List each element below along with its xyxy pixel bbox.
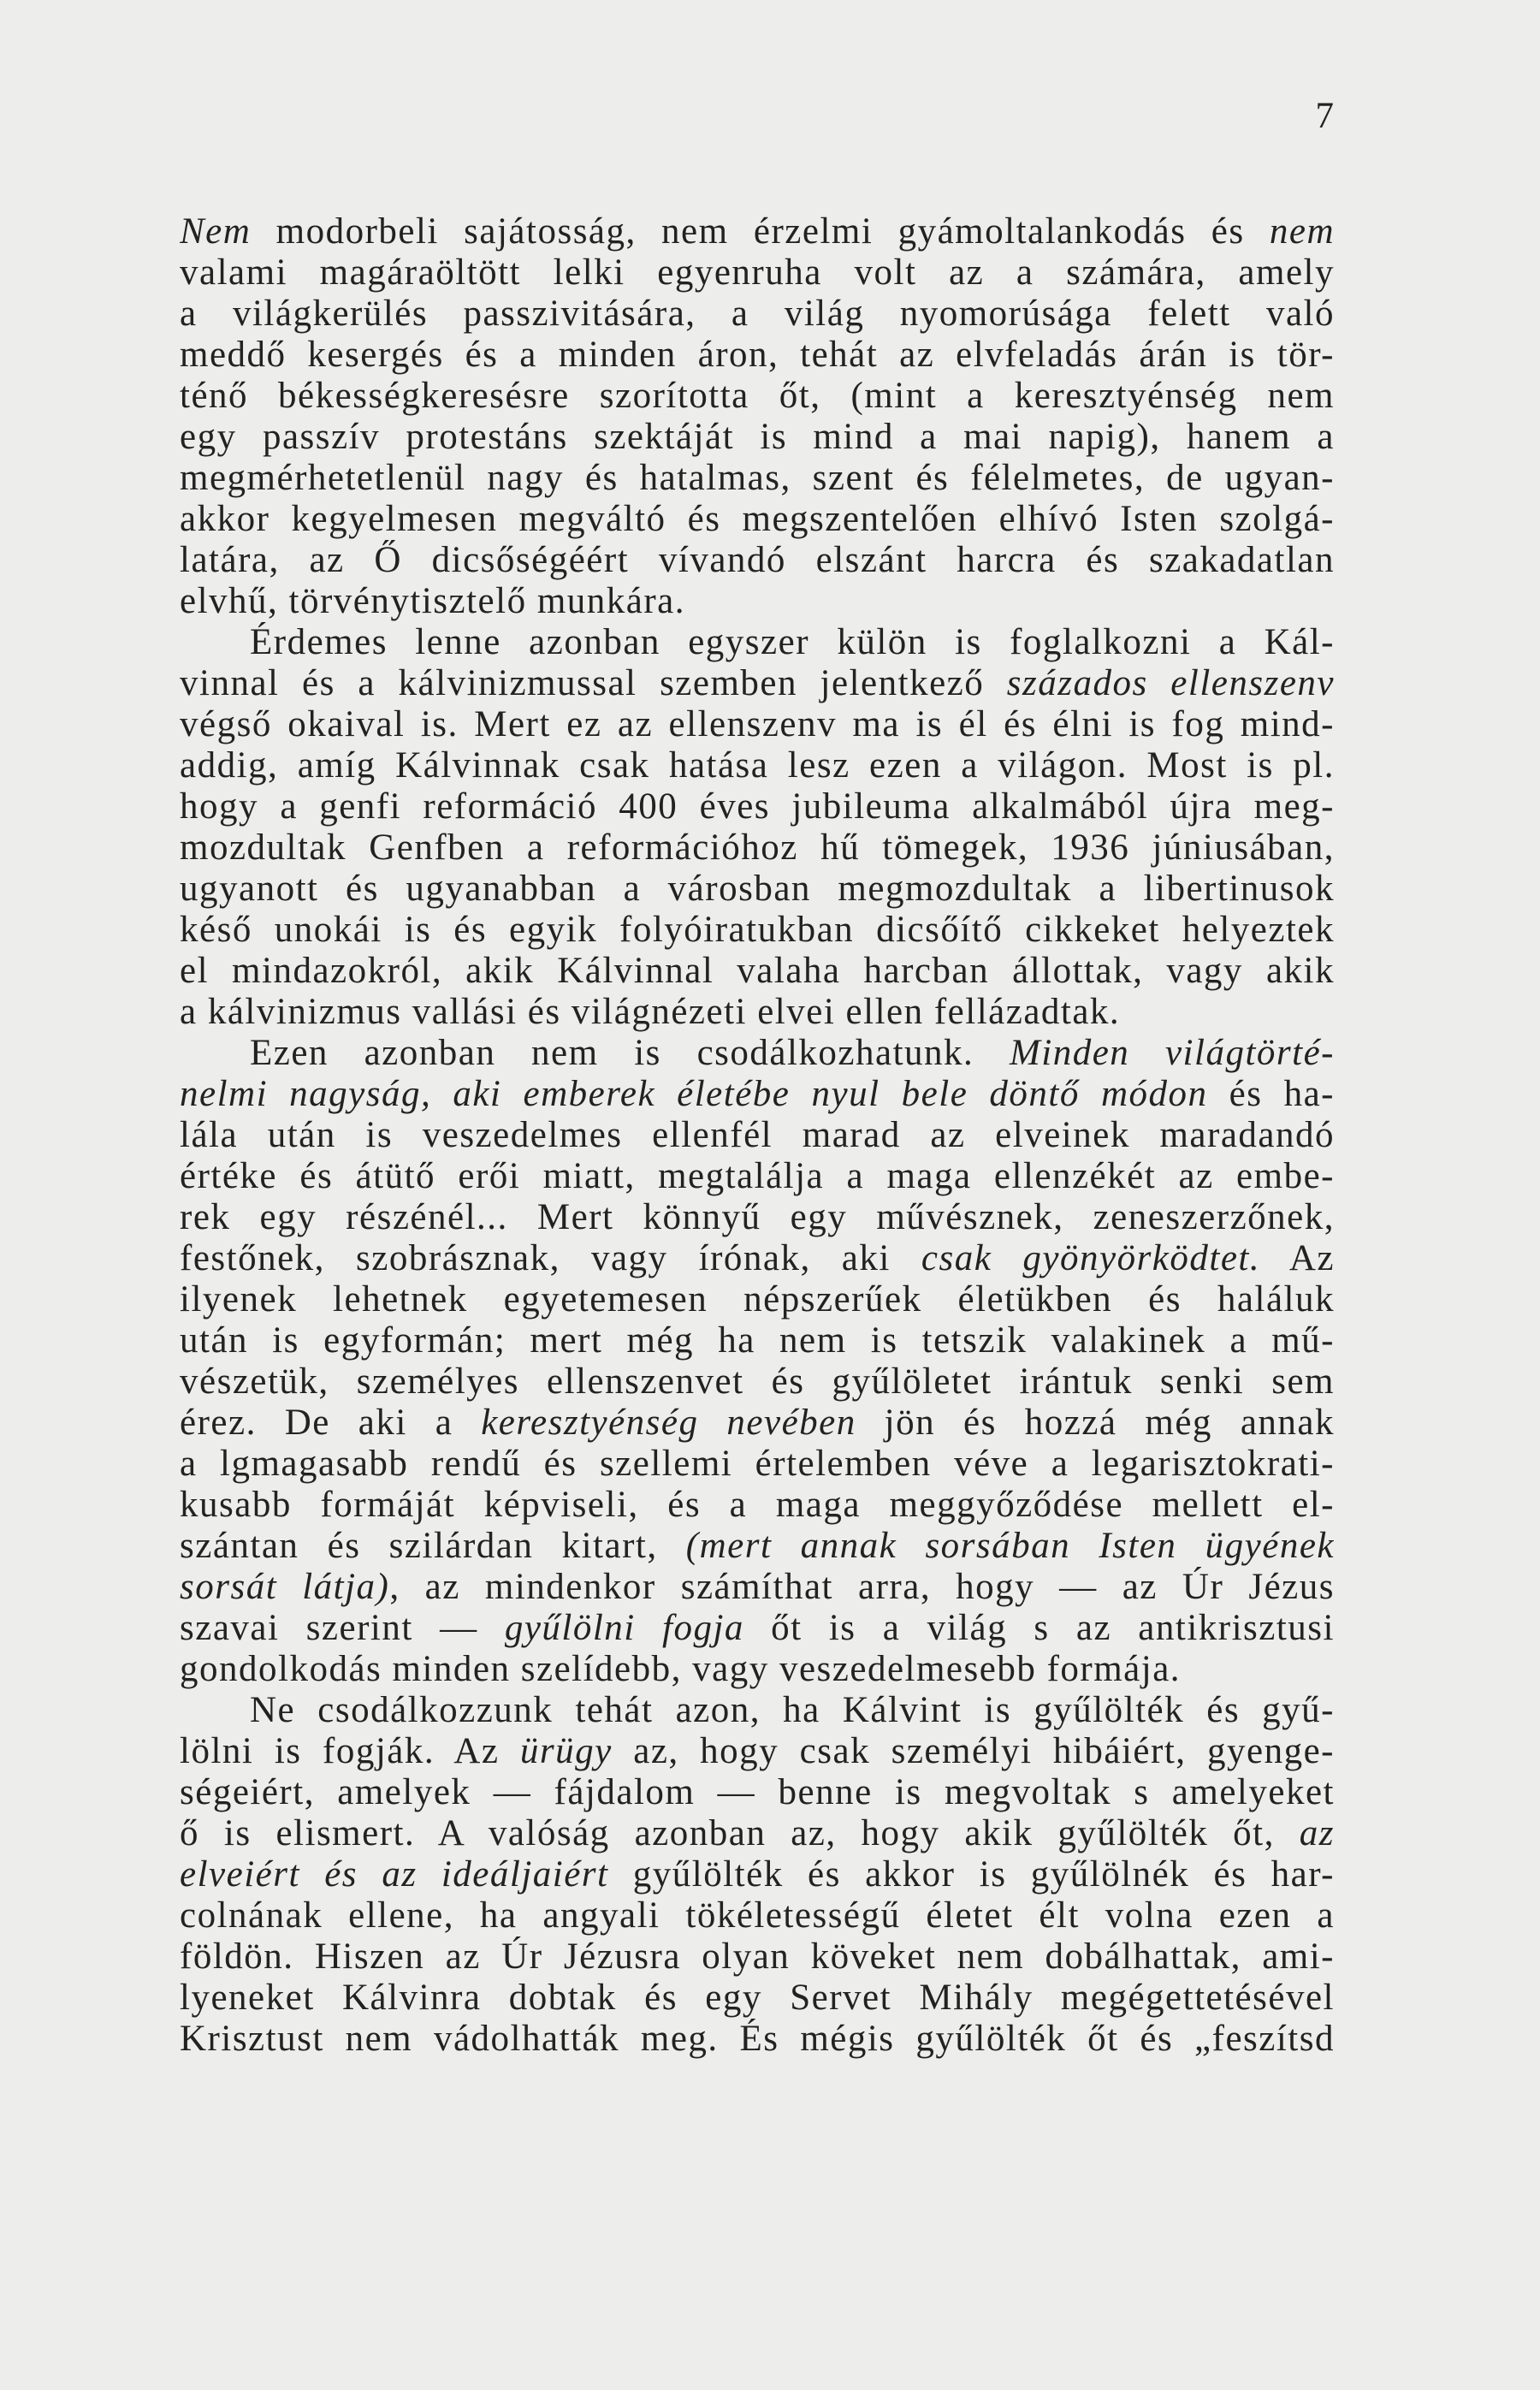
text-run: jön és hozzá még annak xyxy=(856,1403,1335,1443)
text-run: addig, amíg Kálvinnak csak hatása lesz ezen a világon. Most is pl. xyxy=(180,745,1335,786)
text-line xyxy=(180,1444,1335,1485)
text-line xyxy=(180,1690,1335,1731)
page-number: 7 xyxy=(1315,96,1335,136)
text-line xyxy=(180,1197,1335,1238)
text-run: mozdultak Genfben a reformációhoz hű tömegek, 1936 júniusában, xyxy=(180,827,1335,868)
text-run: egy passzív protestáns szektáját is mind a mai napig), hanem a xyxy=(180,417,1335,457)
text-line xyxy=(180,1526,1335,1567)
emphasis-text: ürügy xyxy=(519,1731,613,1771)
text-line xyxy=(180,1854,1335,1895)
text-run: szántan és szilárdan kitart, xyxy=(180,1526,686,1566)
text-line xyxy=(180,1361,1335,1403)
paragraph xyxy=(180,1690,1335,2060)
text-run: Érdemes lenne azonban egyszer külön is foglalkozni a Kál- xyxy=(250,622,1335,662)
text-line xyxy=(180,581,1335,622)
text-run: ilyenek lehetnek egyetemesen népszerűek életükben és haláluk xyxy=(180,1279,1335,1320)
text-run: után is egyformán; mert még ha nem is tetszik valakinek a mű- xyxy=(180,1320,1335,1361)
text-line xyxy=(180,376,1335,417)
text-run: megmérhetetlenül nagy és hatalmas, szent és félelmetes, de ugyan- xyxy=(180,458,1335,498)
text-line xyxy=(180,951,1335,992)
text-run: és ha- xyxy=(1207,1074,1335,1114)
text-run: földön. Hiszen az Úr Jézusra olyan köveket nem dobálhattak, ami- xyxy=(180,1936,1335,1977)
text-line xyxy=(180,499,1335,540)
emphasis-text: (mert annak sorsában Isten ügyének xyxy=(685,1526,1335,1566)
text-line xyxy=(180,1895,1335,1936)
text-run: , az mindenkor számíthat arra, hogy — az Úr Jézus xyxy=(389,1567,1335,1607)
text-line xyxy=(180,786,1335,827)
text-run: meddő kesergés és a minden áron, tehát az elvfeladás árán is tör- xyxy=(180,335,1335,375)
text-run: gondolkodás minden szelídebb, vagy veszedelmesebb formája. xyxy=(180,1649,1182,1689)
text-run: festőnek, szobrásznak, vagy írónak, aki xyxy=(180,1238,921,1278)
text-run: végső okaival is. Mert ez az ellenszenv ma is él és élni is fog mind- xyxy=(180,704,1335,744)
text-run: a világkerülés passzivitására, a világ nyomorúsága felett való xyxy=(180,294,1335,334)
text-line xyxy=(180,1649,1335,1690)
emphasis-text: csak gyönyörködtet. xyxy=(921,1238,1261,1278)
text-line xyxy=(180,1403,1335,1444)
text-line xyxy=(180,1074,1335,1115)
text-run: érez. De aki a xyxy=(180,1403,482,1443)
text-line xyxy=(180,1033,1335,1074)
text-line xyxy=(180,992,1335,1033)
text-run: rek egy részénél... Mert könnyű egy művésznek, zeneszerzőnek, xyxy=(180,1197,1335,1237)
text-run: vészetük, személyes ellenszenvet és gyűlöletet irántuk senki sem xyxy=(180,1361,1335,1402)
emphasis-text: sorsát látja) xyxy=(180,1567,390,1607)
text-line xyxy=(180,540,1335,581)
emphasis-text: Nem xyxy=(180,211,252,252)
text-line xyxy=(180,335,1335,376)
body-text xyxy=(180,211,1335,2060)
text-run: lyeneket Kálvinra dobtak és egy Servet Mihály megégettetésével xyxy=(180,1978,1335,2018)
text-line xyxy=(180,827,1335,869)
text-line xyxy=(180,1238,1335,1279)
text-line xyxy=(180,2019,1335,2060)
text-run: ségeiért, amelyek — fájdalom — benne is megvoltak s amelyeket xyxy=(180,1772,1335,1812)
text-run: lála után is veszedelmes ellenfél marad az elveinek maradandó xyxy=(180,1115,1335,1155)
text-line xyxy=(180,1978,1335,2019)
text-run: ténő békességkeresésre szorította őt, (mint a keresztyénség nem xyxy=(180,376,1335,416)
text-run: szavai szerint — xyxy=(180,1608,505,1648)
emphasis-text: százados ellenszenv xyxy=(1006,663,1335,703)
paragraph xyxy=(180,622,1335,1033)
text-line xyxy=(180,745,1335,786)
text-line xyxy=(180,1813,1335,1854)
text-run: lölni is fogják. Az xyxy=(180,1731,520,1771)
text-line xyxy=(180,1156,1335,1197)
text-run: őt is a világ s az antikrisztusi xyxy=(743,1608,1335,1648)
text-run: értéke és átütő erői miatt, megtalálja a maga ellenzékét az embe- xyxy=(180,1156,1335,1196)
text-run: Ne csodálkozzunk tehát azon, ha Kálvint is gyűlölték és gyű- xyxy=(250,1690,1335,1730)
emphasis-text: nem xyxy=(1269,211,1335,252)
emphasis-text: keresztyénség nevében xyxy=(481,1403,856,1443)
text-run: késő unokái is és egyik folyóiratukban dicsőítő cikkeket helyeztek xyxy=(180,910,1335,950)
text-run: akkor kegyelmesen megváltó és megszentelően elhívó Isten szolgá- xyxy=(180,499,1335,539)
emphasis-text: gyűlölni fogja xyxy=(504,1608,744,1648)
text-line xyxy=(180,211,1335,252)
text-line xyxy=(180,622,1335,663)
text-line xyxy=(180,1731,1335,1772)
text-line xyxy=(180,869,1335,910)
text-line xyxy=(180,663,1335,704)
text-run: hogy a genfi reformáció 400 éves jubileuma alkalmából újra meg- xyxy=(180,786,1335,827)
text-run: Krisztust nem vádolhatták meg. És mégis gyűlölték őt és „feszítsd xyxy=(180,2019,1335,2059)
emphasis-text: nelmi nagyság, aki emberek életébe nyul bele döntő módon xyxy=(180,1074,1208,1114)
text-run: colnának ellene, ha angyali tökéletességű életet élt volna ezen a xyxy=(180,1895,1335,1936)
text-line xyxy=(180,252,1335,294)
emphasis-text: az xyxy=(1299,1813,1335,1853)
text-line xyxy=(180,1320,1335,1361)
text-line xyxy=(180,1115,1335,1156)
text-line xyxy=(180,1936,1335,1978)
text-run: latára, az Ő dicsőségéért vívandó elszánt harcra és szakadatlan xyxy=(180,540,1335,580)
text-line xyxy=(180,1608,1335,1649)
text-run: kusabb formáját képviseli, és a maga meggyőződése mellett el- xyxy=(180,1485,1335,1525)
text-run: valami magáraöltött lelki egyenruha volt az a számára, amely xyxy=(180,252,1335,293)
text-run: elvhű, törvénytisztelő munkára. xyxy=(180,581,686,621)
text-line xyxy=(180,458,1335,499)
text-run: az, hogy csak személyi hibáiért, gyenge- xyxy=(612,1731,1335,1771)
text-run: modorbeli sajátosság, nem érzelmi gyámoltalankodás és xyxy=(251,211,1270,252)
emphasis-text: elveiért és az ideáljaiért xyxy=(180,1854,609,1895)
text-run: ő is elismert. A valóság azonban az, hogy akik gyűlölték őt, xyxy=(180,1813,1300,1853)
paragraph xyxy=(180,211,1335,622)
text-run: el mindazokról, akik Kálvinnal valaha harcban állottak, vagy akik xyxy=(180,951,1335,991)
text-line xyxy=(180,1772,1335,1813)
text-run: a kálvinizmus vallási és világnézeti elvei ellen fellázadtak. xyxy=(180,992,1121,1032)
text-line xyxy=(180,910,1335,951)
text-run: Az xyxy=(1260,1238,1335,1278)
text-run: Ezen azonban nem is csodálkozhatunk. xyxy=(250,1033,1010,1073)
text-line xyxy=(180,294,1335,335)
text-run: a lgmagasabb rendű és szellemi értelemben véve a legarisztokrati- xyxy=(180,1444,1335,1484)
text-run: ugyanott és ugyanabban a városban megmozdultak a libertinusok xyxy=(180,869,1335,909)
text-run: vinnal és a kálvinizmussal szemben jelentkező xyxy=(180,663,1007,703)
text-line xyxy=(180,1567,1335,1608)
text-run: gyűlölték és akkor is gyűlölnék és har- xyxy=(608,1854,1335,1895)
paragraph xyxy=(180,1033,1335,1690)
emphasis-text: Minden világtörté- xyxy=(1009,1033,1335,1073)
text-line xyxy=(180,704,1335,745)
text-line xyxy=(180,1279,1335,1320)
text-line xyxy=(180,417,1335,458)
text-line xyxy=(180,1485,1335,1526)
